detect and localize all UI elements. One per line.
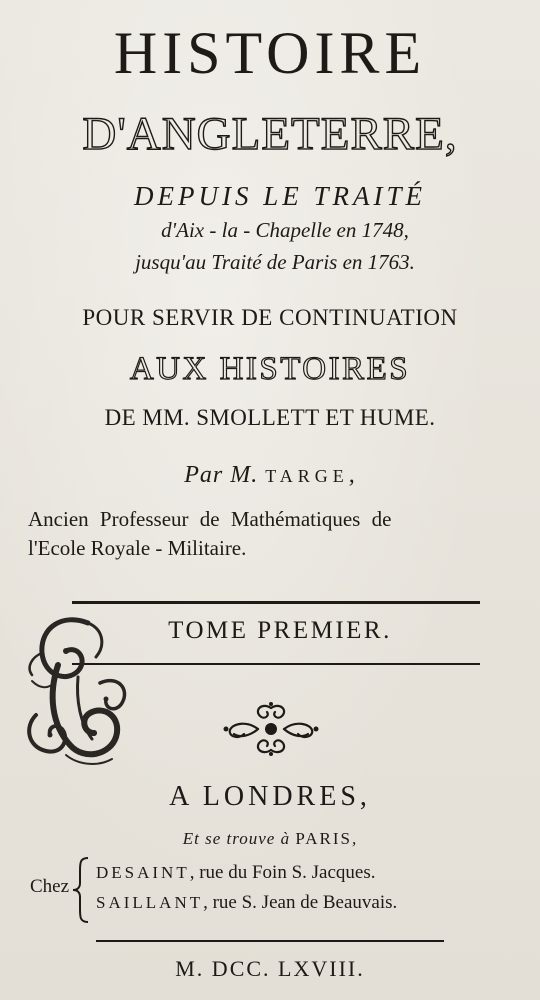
seller-saillant xyxy=(96,891,397,915)
author-prefix: Par M. xyxy=(184,462,259,488)
seller-desaint-name: DESAINT xyxy=(96,863,190,882)
subtitle-smollett-hume: DE MM. SMOLLETT ET HUME. xyxy=(104,405,436,430)
volume-label: TOME PREMIER. xyxy=(168,617,392,644)
imprint-also-sold xyxy=(0,828,540,850)
author-line xyxy=(0,460,540,491)
also-city: PARIS xyxy=(295,829,352,848)
imprint-place: A LONDRES, xyxy=(169,781,371,812)
also-suffix: , xyxy=(351,829,358,848)
seller-desaint-address: , rue du Foin S. Jacques. xyxy=(189,862,376,883)
seller-saillant-address: , rue S. Jean de Beauvais. xyxy=(203,892,398,913)
fleuron-ornament xyxy=(222,700,320,758)
library-monogram-stamp xyxy=(18,605,138,770)
subtitle-aix: d'Aix - la - Chapelle en 1748, xyxy=(161,218,409,242)
seller-desaint xyxy=(96,861,375,885)
imprint-date: M. DCC. LXVIII. xyxy=(175,956,365,981)
subtitle-histoires: AUX HISTOIRES xyxy=(129,351,411,387)
imprint-chez: Chez xyxy=(30,876,70,897)
author-credential-1: Ancien Professeur de Mathématiques de xyxy=(28,507,392,531)
subtitle-depuis: DEPUIS LE TRAITÉ xyxy=(134,181,426,211)
author-suffix: , xyxy=(348,462,356,488)
author-name: TARGE xyxy=(265,466,349,486)
imprint-rule xyxy=(96,940,444,942)
seller-saillant-name: SAILLANT xyxy=(96,893,204,912)
subtitle-continuation: POUR SERVIR DE CONTINUATION xyxy=(82,305,458,330)
subtitle-paris: jusqu'au Traité de Paris en 1763. xyxy=(135,250,415,274)
curly-brace-icon xyxy=(70,855,92,925)
also-prefix: Et se trouve à xyxy=(182,829,291,848)
title-histoire: HISTOIRE xyxy=(113,20,427,86)
title-angleterre: D'ANGLETERRE, xyxy=(82,108,458,160)
volume-rule-top xyxy=(72,601,480,604)
author-credential-2: l'Ecole Royale - Militaire. xyxy=(28,536,247,560)
